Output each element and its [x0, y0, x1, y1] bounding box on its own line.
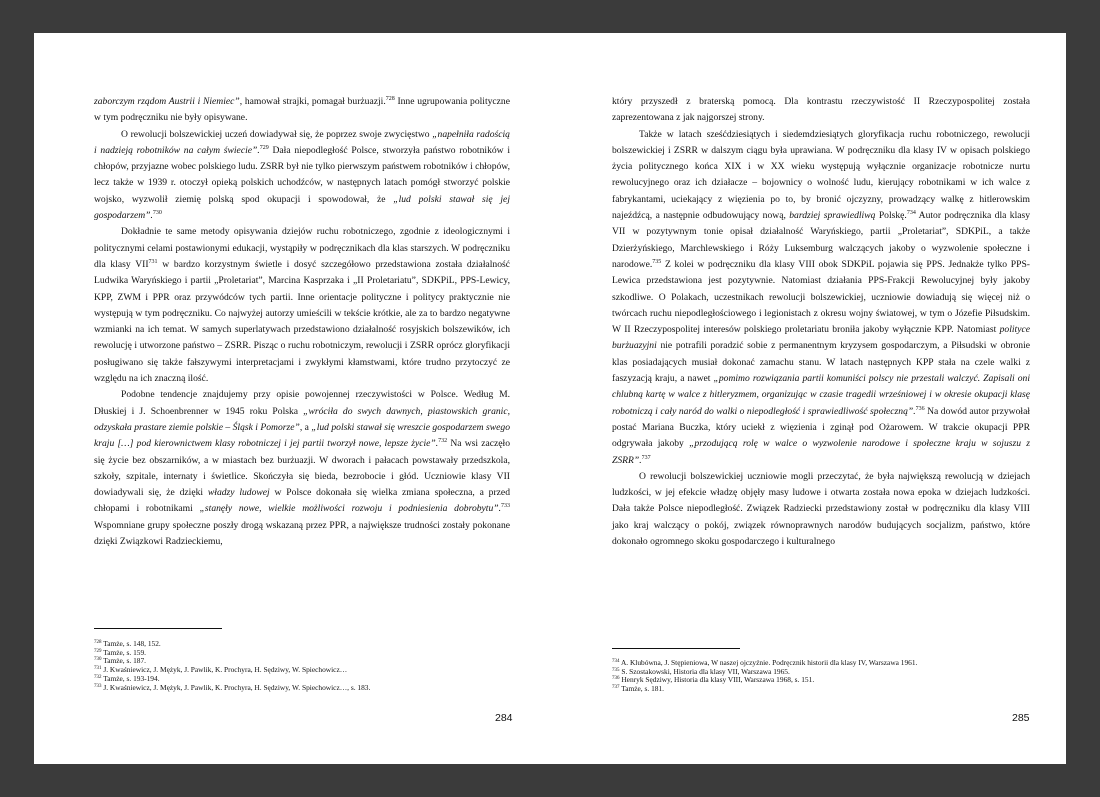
footnote — [612, 685, 917, 694]
text-run: bardziej sprawiedliwą — [789, 210, 876, 222]
text-run: Z kolei w podręczniku dla klasy VIII obok SDKPiL pojawia się PPS. Jednakże tylko PPS-Lewica przedstawiona jest pozytywnie. Natomiast działania PPS-Frakcji Rewolucyjnej były jakoby szkodliwe. O Polakach, uczestnikach rewolucji bolszewickiej, uczniowie dowiadują się więcej niż o twórcach ruchu niepodległościowego i legionistach z okresu wojny światowej, w tym o Józefie Piłsudskim. W II Rzeczypospolitej interesów polskiego proletariatu broniła jakoby wyłącznie KPP. Natomiast — [612, 258, 1030, 336]
text-run: „stanęły nowe, wielkie możliwości rozwoju i podniesienia dobrobytu”. — [199, 503, 501, 515]
text-run: „wróciła do swych dawnych, piastowskich granic, odzyskała prastare ziemie polskie – Śląsk i Pomorze” — [94, 405, 510, 433]
paragraph — [94, 94, 510, 127]
paragraph — [612, 94, 1030, 127]
footnote-text: J. Kwaśniewicz, J. Mężyk, J. Pawlik, K. Prochyra, H. Sędziwy, W. Spiechowicz…, s. 183. — [101, 682, 371, 692]
text-run: „napełniła radością i nadzieją robotników na całym świecie”. — [94, 128, 510, 156]
text-run: w Polsce dokonała się wielka zmiana społeczna, a przed chłopami i robotnikami — [94, 487, 510, 515]
text-run: zaborczym rządom Austrii i Niemiec” — [94, 96, 240, 107]
text-run: władzy ludowej — [207, 487, 270, 499]
footnote-ref: 728 — [385, 96, 395, 102]
footnote-number: 735 — [612, 667, 620, 673]
right-body-text — [612, 94, 1030, 550]
left-body-text — [94, 94, 510, 550]
text-run: O rewolucji bolszewickiej uczeń dowiadywał się, że poprzez swoje zwycięstwo — [121, 128, 433, 140]
footnote-number: 730 — [94, 657, 102, 663]
left-page — [34, 33, 550, 764]
paragraph — [94, 224, 510, 387]
footnote-number: 737 — [612, 685, 620, 691]
text-run: który przyszedł z braterską pomocą. Dla kontrastu rzeczywistość II Rzeczypospolitej została zaprezentowana z jak najgorszej strony. — [612, 96, 1030, 124]
footnote-ref: 733 — [501, 503, 510, 510]
text-run: O rewolucji bolszewickiej uczniowie mogli przeczytać, że była największą rewolucją w dziejach ludzkości, w jej efekcie władzę objęły masy ludowe i otwarta została nowa epoka w dziejach ludzkości. Dała także Polsce niepodległość. Związek Radziecki przedstawiony został w podręczniku dla klasy VIII jako kraj walczący o pokój, związek równoprawnych narodów budujących socjalizm, państwo, które dokonało ogromnego skoku gospodarczego i kulturalnego — [612, 470, 1030, 548]
footnote-text: Tamże, s. 187. — [101, 656, 147, 666]
text-run: „lud polski stawał się jej gospodarzem”. — [94, 193, 510, 222]
footnote — [94, 684, 370, 693]
right-footnotes — [612, 659, 917, 694]
footnote-text: Henryk Sędziwy, Historia dla klasy VIII, Warszawa 1968, s. 151. — [619, 675, 815, 685]
footnote-text: Tamże, s. 148, 152. — [101, 639, 161, 648]
footnote-number: 732 — [94, 674, 102, 680]
left-page-number: 284 — [495, 712, 513, 724]
footnote-ref: 730 — [152, 210, 162, 217]
left-footnote-rule — [94, 628, 222, 629]
right-footnote-rule — [612, 648, 740, 649]
text-run: Także w latach sześćdziesiątych i siedemdziesiątych gloryfikacja ruchu robotniczego, rewolucji bolszewickiej i ZSRR w dalszym ciągu była uprawiana. W podręczniku dla klasy IV w opisach polskiego życia politycznego końca XIX i w XX wieku występują wyłącznie organizacje robotnicze nurtu rewolucyjnego oraz ich działacze – bojownicy o wolność ludu, kierujący robotnikami w ich walce z fabrykantami, uciekający z więzienia po to, by bronić ojczyzny, prowadzący walkę z hitlerowskim najeźdźcą, a następnie odbudowujący nową, — [612, 128, 1030, 222]
text-run: Wspomniane grupy społeczne poszły drogą wskazaną przez PPR, a największe trudności zostały pokonane dzięki Związkowi Radzieckiemu, — [94, 519, 510, 548]
text-run: Inne ugrupowania polityczne w tym podręczniku nie były opisywane. — [94, 96, 510, 124]
footnote-ref: 737 — [641, 454, 651, 461]
footnote-number: 728 — [94, 640, 102, 645]
text-run: nie potrafili poradzić sobie z permanentnym kryzysem gospodarczym, a Piłsudski w obronie klas posiadających musiał dokonać zamachu stanu. W latach następnych KPP stała na czele walki z faszyzacją kraju, a nawet — [612, 340, 1030, 385]
footnote-number: 734 — [612, 659, 620, 664]
text-run: Dała niepodległość Polsce, stworzyła państwo robotników i chłopów, przyjazne wobec polskiego ludu. ZSRR był nie tylko pierwszym państwem robotników i chłopów, lecz także w 1939 r. otoczył opieką polskich uchodźców, w następnych latach pomógł stworzyć polskie wojsko, wyzwolił ziemię polską spod okupacji i spowodował, że — [94, 144, 510, 205]
footnote-text: S. Szostakowski, Historia dla klasy VII, Warszawa 1965. — [619, 666, 790, 676]
text-run: , hamował strajki, pomagał burżuazji. — [239, 96, 386, 107]
text-run: Autor podręcznika dla klasy VII w pozytywnym tonie opisał działalność Waryńskiego, partii „Proletariat”, SDKPiL, a także Dzierżyńskiego, Marchlewskiego i Róży Luksemburg walczących jakoby o wyzwolenie społeczne i narodowe. — [612, 210, 1031, 270]
footnote-text: A. Klubówna, J. Stępieniowa, W naszej ojczyźnie. Podręcznik historii dla klasy IV, Warszawa 1961. — [619, 658, 918, 667]
text-run: Na dowód autor przywołał postać Mariana Buczka, który uciekł z więzienia i zginął pod Ożarowem. W trakcie okupacji PPR odgrywała jakoby — [612, 405, 1030, 450]
text-run: Podobne tendencje znajdujemy przy opisie powojennej rzeczywistości w Polsce. Według M. Dłuskiej i J. Schoenbrenner w 1945 roku Polska — [94, 389, 510, 417]
right-page — [550, 33, 1066, 764]
text-run: w bardzo korzystnym świetle i dosyć szczegółowo przedstawiona została działalność Ludwika Waryńskiego i partii „Proletariat”, Marcina Kasprzaka i „II Proletariatu”, SDKPiL, PPS-Lewicy, KPP, ZWM i PPR oraz przywódców tych partii. Inne orientacje polityczne i politycy praktycznie nie występują w tym podręczniku. Co najwyżej autorzy umieścili w tekście krótkie, ale za to bardzo negatywne wzmianki na ich temat. W samych superlatywach przedstawiono działalność rosyjskich bolszewików, ich rewolucję i utworzone państwo – ZSRR. Pisząc o ruchu robotniczym, rewolucji i ZSRR oprócz gloryfikacji posługiwano się także fałszywymi interpretacjami i zwykłymi kłamstwami, które trudno przytoczyć ze względu na ich znaczną ilość. — [94, 258, 510, 385]
footnote-ref: 735 — [652, 258, 662, 265]
footnote-ref: 731 — [148, 258, 158, 265]
text-run: „pomimo rozwiązania partii komuniści polscy nie przestali walczyć. Zapisali oni chlubną kartę w walce z hitleryzmem, organizując w czasie tragedii wrześniowej i w okresie okupacji klasę robotniczą i cały naród do walki o niepodległość i sprawiedliwość społeczną”. — [612, 373, 1030, 417]
left-footnotes — [94, 640, 370, 692]
footnote-number: 731 — [94, 666, 102, 672]
footnote-text: Tamże, s. 181. — [619, 684, 665, 694]
footnote-ref: 734 — [906, 210, 916, 217]
text-run: Na wsi zaczęło się życie bez obszarników, a w miastach bez burżuazji. W dworach i pałacach powstawały przedszkola, szkoły, szpitale, internaty i świetlice. Skończyła się bieda, bezrobocie i głód. Uczniowie klasy VII dowiadywali się, że dzięki — [94, 438, 510, 499]
paragraph — [612, 127, 1030, 469]
text-run: Dokładnie te same metody opisywania dziejów ruchu robotniczego, zgodnie z ideologicznymi i politycznymi celami postawionymi edukacji, wystąpiły w podręcznikach dla klas starszych. W podręczniku dla klasy VII — [94, 226, 510, 270]
footnote-number: 733 — [94, 683, 102, 689]
text-run: Polskę. — [875, 210, 907, 222]
text-run: , a — [299, 421, 312, 433]
paragraph — [94, 387, 510, 550]
paragraph — [94, 127, 510, 225]
right-page-number: 285 — [1012, 712, 1030, 724]
footnote-ref: 736 — [915, 405, 925, 412]
footnote-text: Tamże, s. 193-194. — [101, 673, 160, 683]
footnote-text: Tamże, s. 159. — [101, 647, 147, 657]
text-run: „przodującą rolę w walce o wyzwolenie narodowe i społeczne kraju w sojuszu z ZSRR”. — [612, 438, 1031, 466]
paragraph — [612, 469, 1030, 550]
footnote-number: 729 — [94, 648, 102, 654]
text-run: polityce burżuazyjni — [612, 324, 1030, 352]
footnote-ref: 732 — [438, 438, 448, 445]
footnote-number: 736 — [612, 676, 620, 682]
footnote-ref: 729 — [259, 144, 269, 151]
footnote-text: J. Kwaśniewicz, J. Mężyk, J. Pawlik, K. Prochyra, H. Sędziwy, W. Spiechowicz… — [101, 665, 348, 675]
text-run: „lud polski stawał się wreszcie gospodarzem swego kraju […] pod kierownictwem klasy robotniczej i jej partii tworzył nowe, lepsze życie”. — [94, 421, 510, 450]
